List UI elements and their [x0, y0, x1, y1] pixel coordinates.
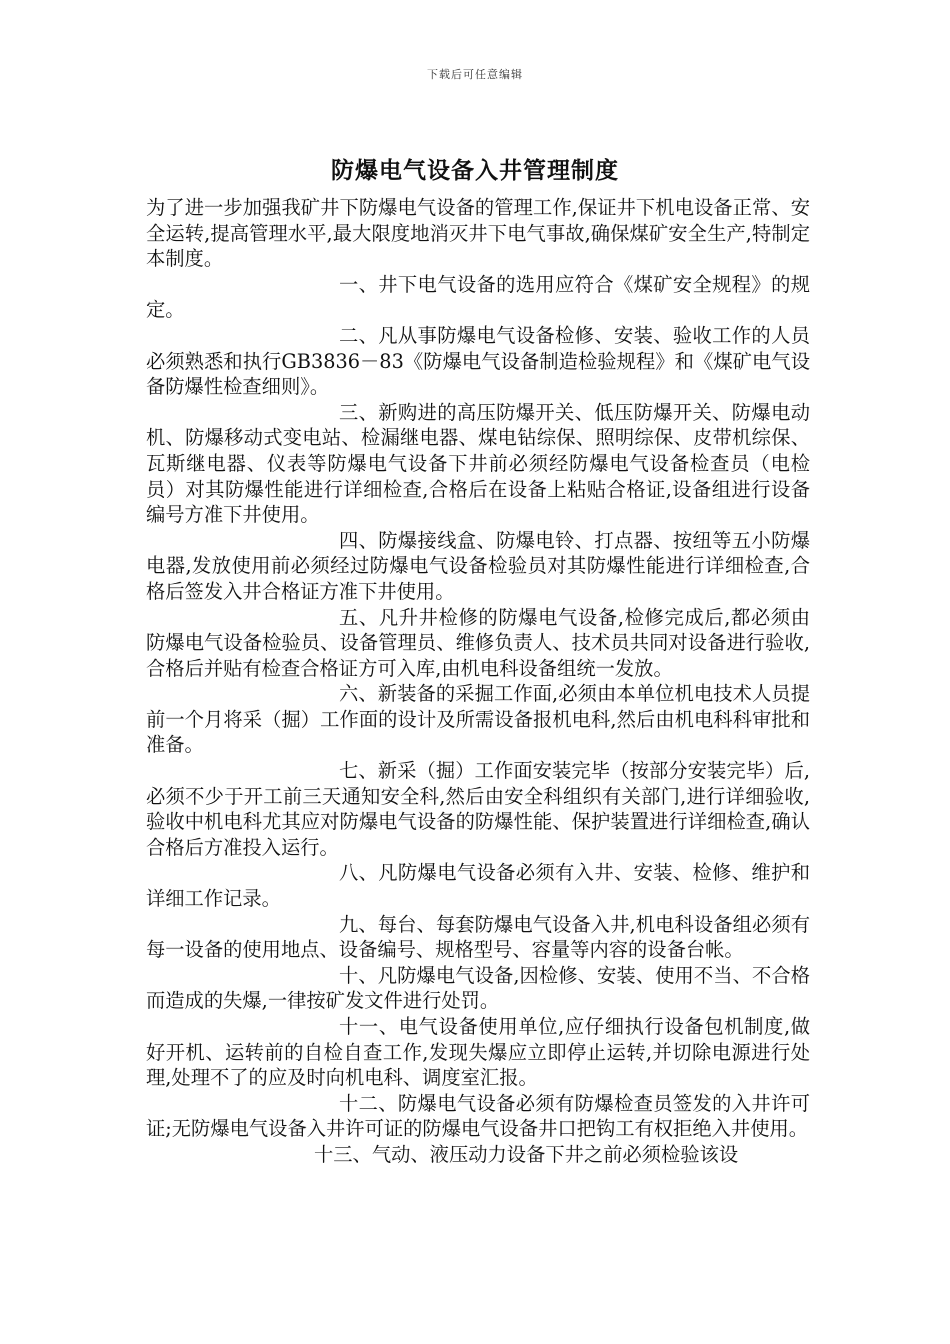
- clause-12: 十二、防爆电气设备必须有防爆检查员签发的入井许可证;无防爆电气设备入井许可证的防爆电气设备井口把钩工有权拒绝入井使用。: [146, 1091, 810, 1141]
- clause-7: 七、新采（掘）工作面安装完毕（按部分安装完毕）后,必须不少于开工前三天通知安全科,然后由安全科组织有关部门,进行详细验收,验收中机电科尤其应对防爆电气设备的防爆性能、保护装置进行详细检查,确认合格后方准投入运行。: [146, 759, 810, 859]
- clause-8: 八、凡防爆电气设备必须有入井、安装、检修、维护和详细工作记录。: [146, 861, 810, 911]
- document-body: [146, 195, 810, 1168]
- clause-11: 十一、电气设备使用单位,应仔细执行设备包机制度,做好开机、运转前的自检自查工作,发现失爆应立即停止运转,并切除电源进行处理,处理不了的应及时向机电科、调度室汇报。: [146, 1015, 810, 1090]
- clause-4: 四、防爆接线盒、防爆电铃、打点器、按纽等五小防爆电器,发放使用前必须经过防爆电气设备检验员对其防爆性能进行详细检查,合格后签发入井合格证方准下井使用。: [146, 528, 810, 603]
- clause-6: 六、新装备的采掘工作面,必须由本单位机电技术人员提前一个月将采（掘）工作面的设计及所需设备报机电科,然后由机电科科审批和准备。: [146, 682, 810, 757]
- header-note: 下载后可任意编辑: [427, 68, 523, 81]
- intro-paragraph: 为了进一步加强我矿井下防爆电气设备的管理工作,保证井下机电设备正常、安全运转,提高管理水平,最大限度地消灭井下电气事故,确保煤矿安全生产,特制定本制度。: [146, 196, 810, 271]
- clause-9: 九、每台、每套防爆电气设备入井,机电科设备组必须有每一设备的使用地点、设备编号、规格型号、容量等内容的设备台帐。: [146, 912, 810, 962]
- clause-5: 五、凡升井检修的防爆电气设备,检修完成后,都必须由防爆电气设备检验员、设备管理员、维修负责人、技术员共同对设备进行验收,合格后并贴有检查合格证方可入库,由机电科设备组统一发放。: [146, 605, 810, 680]
- document-title: 防爆电气设备入井管理制度: [331, 157, 619, 184]
- clause-10: 十、凡防爆电气设备,因检修、安装、使用不当、不合格而造成的失爆,一律按矿发文件进行处罚。: [146, 963, 810, 1013]
- clause-13: 十三、气动、液压动力设备下井之前必须检验该设: [314, 1142, 739, 1166]
- clause-2: 二、凡从事防爆电气设备检修、安装、验收工作的人员必须熟悉和执行GB3836－83《防爆电气设备制造检验规程》和《煤矿电气设备防爆性检查细则》。: [146, 323, 810, 399]
- clause-1: 一、井下电气设备的选用应符合《煤矿安全规程》的规定。: [146, 272, 810, 322]
- clause-3: 三、新购进的高压防爆开关、低压防爆开关、防爆电动机、防爆移动式变电站、检漏继电器、煤电钻综保、照明综保、皮带机综保、瓦斯继电器、仪表等防爆电气设备下井前必须经防爆电气设备检查员（电检员）对其防爆性能进行详细检查,合格后在设备上粘贴合格证,设备组进行设备编号方准下井使用。: [146, 400, 810, 527]
